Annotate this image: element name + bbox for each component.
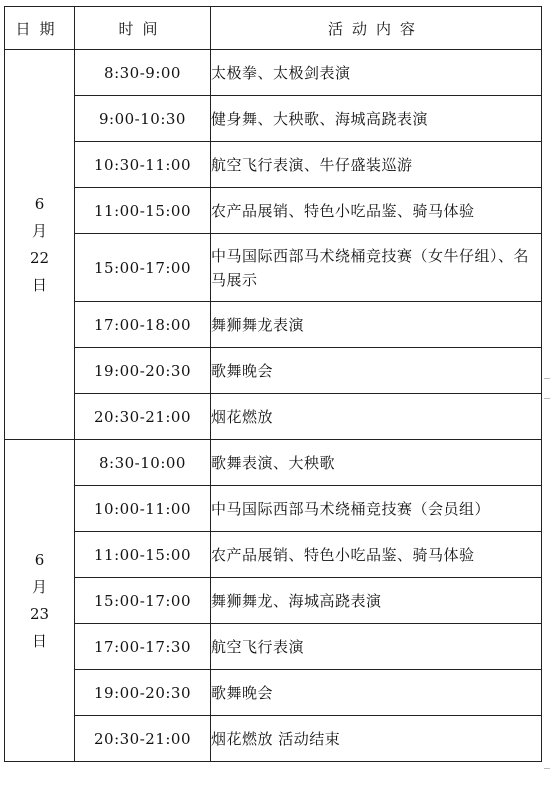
date-char: 月 (31, 221, 47, 240)
time-cell: 9:00-10:30 (75, 96, 211, 142)
activity-cell: 航空飞行表演 (211, 624, 542, 670)
table-row (5, 234, 542, 302)
time-cell: 8:30-10:00 (75, 440, 211, 486)
header-date: 日期 (5, 7, 75, 50)
date-char: 22 (29, 248, 50, 267)
activity-cell: 太极拳、太极剑表演 (211, 50, 542, 96)
page-edge-mark (544, 398, 550, 399)
time-cell: 10:30-11:00 (75, 142, 211, 188)
date-cell-day2 (5, 440, 75, 762)
date-char: 6 (34, 194, 45, 213)
activity-cell: 烟花燃放 活动结束 (211, 716, 542, 762)
schedule-table (4, 6, 542, 762)
date-char: 6 (34, 550, 45, 569)
activity-cell: 歌舞晚会 (211, 670, 542, 716)
time-cell: 17:00-17:30 (75, 624, 211, 670)
table-row (5, 142, 542, 188)
time-cell: 17:00-18:00 (75, 302, 211, 348)
time-cell: 8:30-9:00 (75, 50, 211, 96)
activity-cell: 舞狮舞龙、海城高跷表演 (211, 578, 542, 624)
table-row (5, 578, 542, 624)
date-char: 日 (31, 275, 47, 294)
activity-cell: 歌舞晚会 (211, 348, 542, 394)
table-row (5, 440, 542, 486)
time-cell: 15:00-17:00 (75, 578, 211, 624)
time-cell: 11:00-15:00 (75, 532, 211, 578)
table-row (5, 188, 542, 234)
date-char: 日 (31, 631, 47, 650)
header-activity: 活动内容 (211, 7, 542, 50)
activity-cell: 农产品展销、特色小吃品鉴、骑马体验 (211, 188, 542, 234)
activity-cell: 烟花燃放 (211, 394, 542, 440)
time-cell: 19:00-20:30 (75, 670, 211, 716)
activity-cell: 航空飞行表演、牛仔盛装巡游 (211, 142, 542, 188)
date-cell-day1 (5, 50, 75, 440)
table-row (5, 96, 542, 142)
table-row (5, 394, 542, 440)
header-time: 时间 (75, 7, 211, 50)
page-edge-mark (544, 378, 550, 379)
activity-cell: 农产品展销、特色小吃品鉴、骑马体验 (211, 532, 542, 578)
time-cell: 20:30-21:00 (75, 716, 211, 762)
activity-cell: 中马国际西部马术绕桶竞技赛（会员组） (211, 486, 542, 532)
activity-cell: 舞狮舞龙表演 (211, 302, 542, 348)
time-cell: 20:30-21:00 (75, 394, 211, 440)
date-char: 23 (29, 604, 50, 623)
table-row (5, 348, 542, 394)
table-row (5, 486, 542, 532)
activity-cell: 健身舞、大秧歌、海城高跷表演 (211, 96, 542, 142)
date-char: 月 (31, 577, 47, 596)
table-row (5, 532, 542, 578)
table-row (5, 302, 542, 348)
time-cell: 15:00-17:00 (75, 234, 211, 302)
table-row (5, 50, 542, 96)
activity-cell: 中马国际西部马术绕桶竞技赛（女牛仔组）、名马展示 (211, 234, 542, 302)
time-cell: 10:00-11:00 (75, 486, 211, 532)
page-edge-mark (544, 768, 550, 769)
table-row (5, 624, 542, 670)
table-row (5, 670, 542, 716)
time-cell: 19:00-20:30 (75, 348, 211, 394)
activity-cell: 歌舞表演、大秧歌 (211, 440, 542, 486)
time-cell: 11:00-15:00 (75, 188, 211, 234)
header-row (5, 7, 542, 50)
table-row (5, 716, 542, 762)
